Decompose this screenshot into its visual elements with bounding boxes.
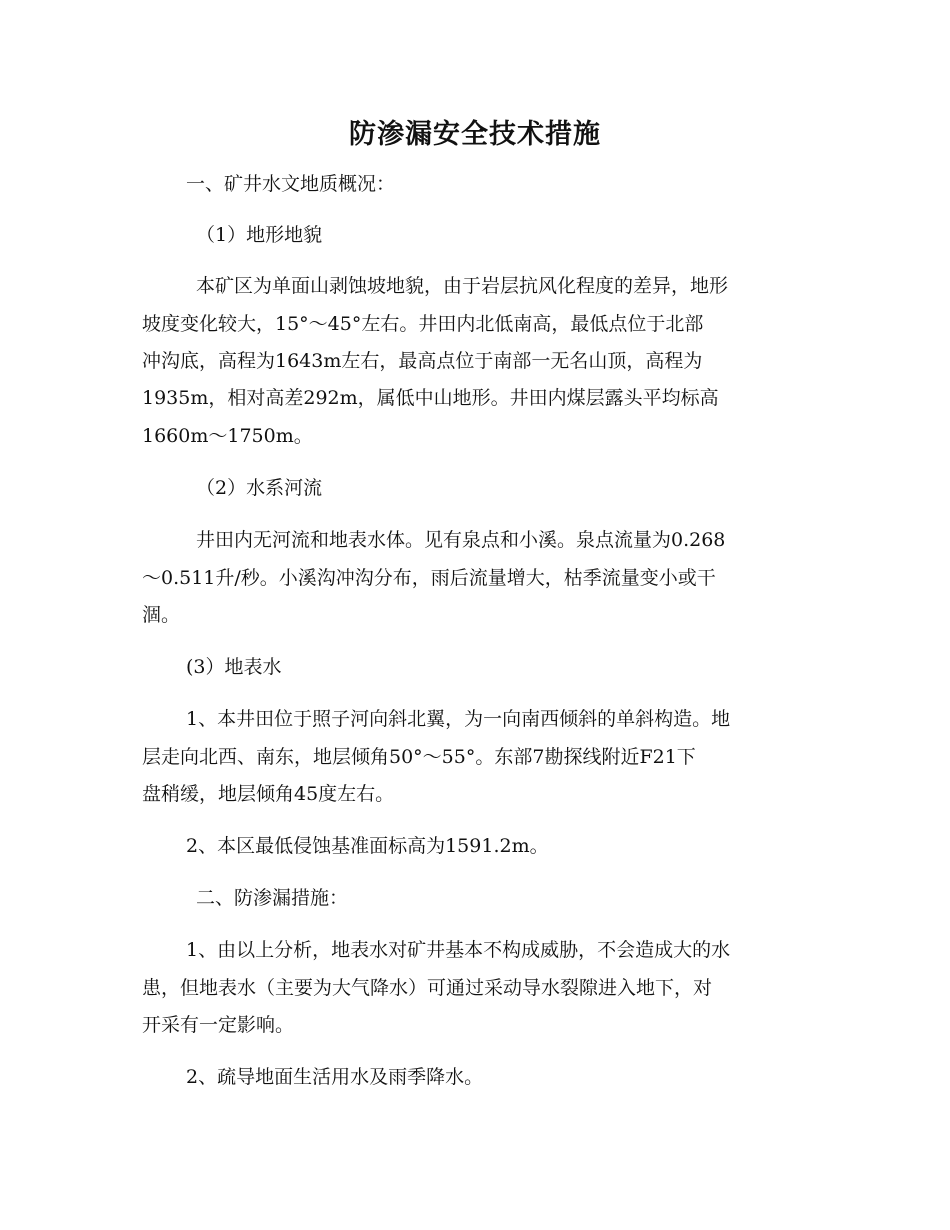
document-title: 防渗漏安全技术措施 bbox=[349, 119, 601, 150]
subsection-1-line-2: 坡度变化较大，15°～45°左右。井田内北低南高，最低点位于北部 bbox=[142, 313, 704, 335]
subsection-2-line-1: 井田内无河流和地表水体。见有泉点和小溪。泉点流量为0.268 bbox=[196, 529, 726, 551]
section-2-heading: 二、防渗漏措施： bbox=[196, 887, 349, 909]
section-1-heading: 一、矿井水文地质概况： bbox=[186, 173, 396, 195]
section-2-item-2: 2、疏导地面生活用水及雨季降水。 bbox=[186, 1066, 484, 1088]
subsection-2-heading: （2）水系河流 bbox=[196, 477, 323, 499]
subsection-1-line-5: 1660m～1750m。 bbox=[142, 425, 313, 447]
subsection-1-line-3: 冲沟底，高程为1643m左右，最高点位于南部一无名山顶，高程为 bbox=[142, 350, 703, 372]
section-2-item-1-line-2: 患，但地表水（主要为大气降水）可通过采动导水裂隙进入地下，对 bbox=[142, 977, 713, 999]
subsection-1-heading: （1）地形地貌 bbox=[196, 224, 323, 246]
section-2-item-1-line-1: 1、由以上分析，地表水对矿井基本不构成威胁，不会造成大的水 bbox=[186, 939, 731, 961]
subsection-3-item-1-line-3: 盘稍缓，地层倾角45度左右。 bbox=[142, 783, 395, 805]
section-2-item-1-line-3: 开采有一定影响。 bbox=[142, 1014, 295, 1036]
subsection-2-line-3: 涸。 bbox=[142, 604, 181, 626]
subsection-1-line-4: 1935m，相对高差292m，属低中山地形。井田内煤层露头平均标高 bbox=[142, 387, 719, 409]
subsection-2-line-2: ～0.511升/秒。小溪沟冲沟分布，雨后流量增大，枯季流量变小或干 bbox=[142, 567, 716, 589]
subsection-1-line-1: 本矿区为单面山剥蚀坡地貌，由于岩层抗风化程度的差异，地形 bbox=[196, 275, 729, 297]
subsection-3-item-1-line-2: 层走向北西、南东，地层倾角50°～55°。东部7勘探线附近F21下 bbox=[142, 746, 696, 768]
subsection-3-item-2: 2、本区最低侵蚀基准面标高为1591.2m。 bbox=[186, 835, 549, 857]
subsection-3-item-1-line-1: 1、本井田位于照子河向斜北翼，为一向南西倾斜的单斜构造。地 bbox=[186, 708, 731, 730]
subsection-3-heading: (3）地表水 bbox=[186, 656, 282, 678]
